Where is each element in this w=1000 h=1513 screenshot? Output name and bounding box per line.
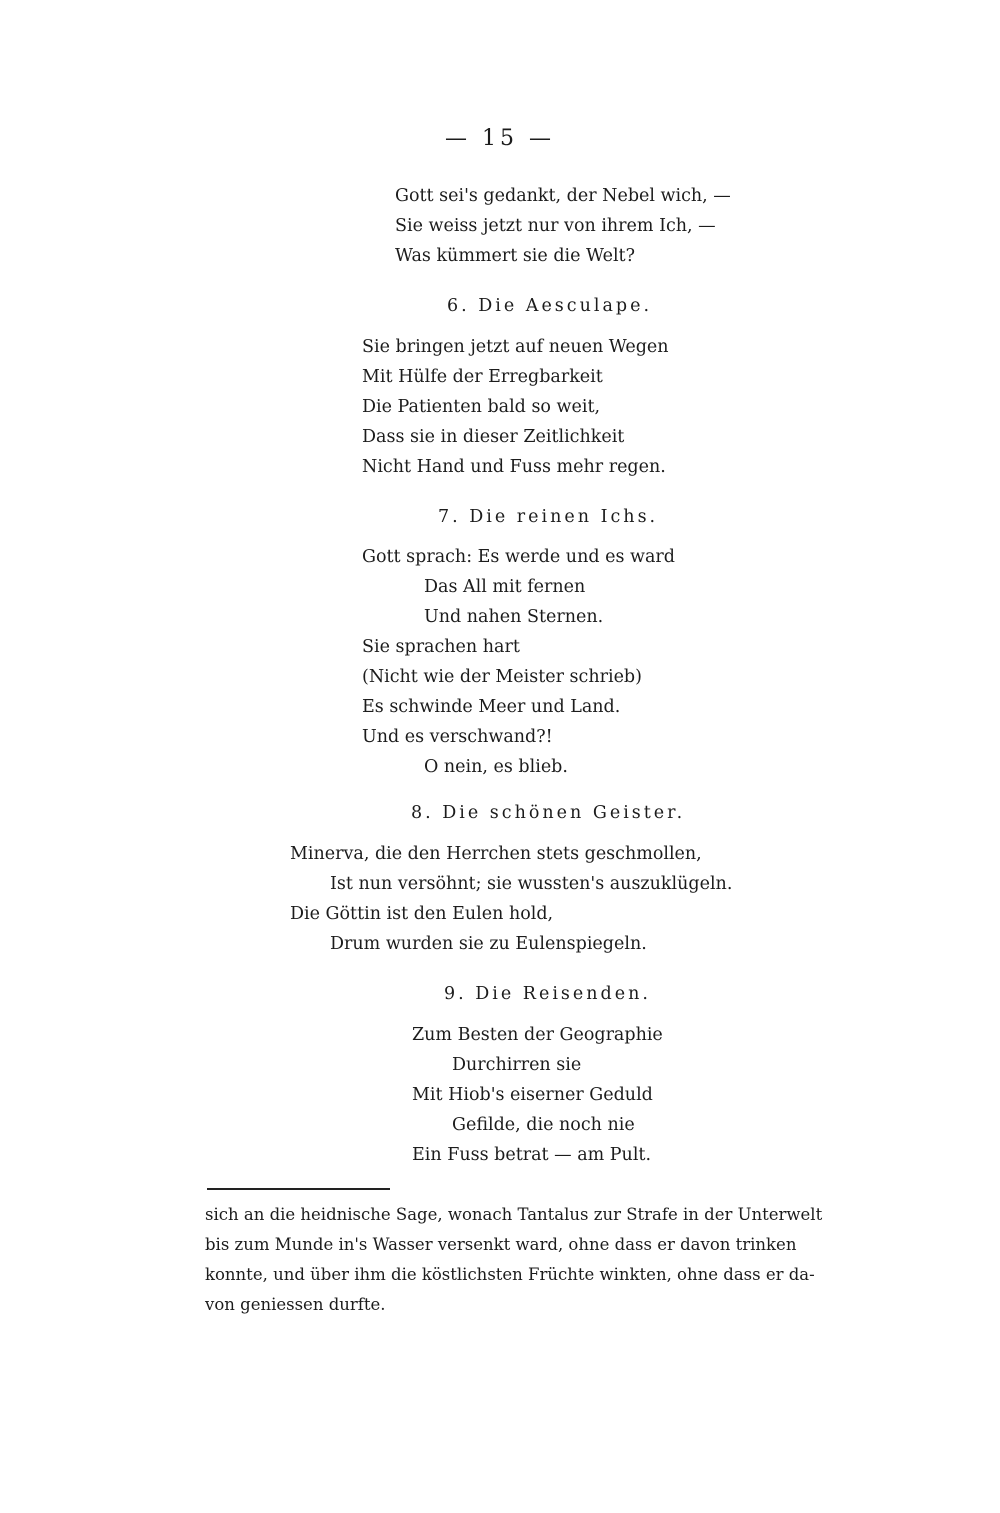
verse-line: Nicht Hand und Fuss mehr regen. bbox=[362, 457, 666, 477]
verse-line: Gott sprach: Es werde und es ward bbox=[362, 547, 675, 567]
verse-line: Ist nun versöhnt; sie wussten's auszuklügeln. bbox=[330, 874, 733, 894]
verse-line: Durchirren sie bbox=[452, 1055, 582, 1075]
verse-line: Ein Fuss betrat — am Pult. bbox=[412, 1145, 652, 1165]
verse-line: Dass sie in dieser Zeitlichkeit bbox=[362, 427, 625, 447]
section-heading: 7. Die reinen Ichs. bbox=[438, 507, 659, 527]
verse-line: Das All mit fernen bbox=[424, 577, 586, 597]
verse-line: Minerva, die den Herrchen stets geschmollen, bbox=[290, 844, 702, 864]
footnote-line: konnte, und über ihm die köstlichsten Früchte winkten, ohne dass er da- bbox=[205, 1265, 815, 1284]
verse-line: Es schwinde Meer und Land. bbox=[362, 697, 621, 717]
verse-line: O nein, es blieb. bbox=[424, 757, 568, 777]
footnote-line: von geniessen durfte. bbox=[205, 1295, 386, 1314]
verse-line: Gott sei's gedankt, der Nebel wich, — bbox=[395, 186, 731, 206]
section-heading: 9. Die Reisenden. bbox=[444, 984, 651, 1004]
verse-line: Sie bringen jetzt auf neuen Wegen bbox=[362, 337, 669, 357]
verse-line: Drum wurden sie zu Eulenspiegeln. bbox=[330, 934, 647, 954]
verse-line: Mit Hülfe der Erregbarkeit bbox=[362, 367, 603, 387]
verse-line: Und nahen Sternen. bbox=[424, 607, 604, 627]
verse-line: Gefilde, die noch nie bbox=[452, 1115, 635, 1135]
verse-line: Was kümmert sie die Welt? bbox=[395, 246, 635, 266]
verse-line: Mit Hiob's eiserner Geduld bbox=[412, 1085, 653, 1105]
verse-line: Die Patienten bald so weit, bbox=[362, 397, 601, 417]
verse-line: Zum Besten der Geographie bbox=[412, 1025, 663, 1045]
footnote-line: bis zum Munde in's Wasser versenkt ward, ohne dass er davon trinken bbox=[205, 1235, 797, 1254]
verse-line: Und es verschwand?! bbox=[362, 727, 553, 747]
verse-line: Sie weiss jetzt nur von ihrem Ich, — bbox=[395, 216, 716, 236]
verse-line: Die Göttin ist den Eulen hold, bbox=[290, 904, 554, 924]
section-heading: 6. Die Aesculape. bbox=[447, 296, 653, 316]
verse-line: Sie sprachen hart bbox=[362, 637, 520, 657]
page-number: — 15 — bbox=[445, 126, 555, 151]
footnote-rule bbox=[207, 1188, 390, 1190]
verse-line: (Nicht wie der Meister schrieb) bbox=[362, 667, 642, 687]
footnote-line: sich an die heidnische Sage, wonach Tantalus zur Strafe in der Unterwelt bbox=[205, 1205, 823, 1224]
section-heading: 8. Die schönen Geister. bbox=[411, 803, 686, 823]
